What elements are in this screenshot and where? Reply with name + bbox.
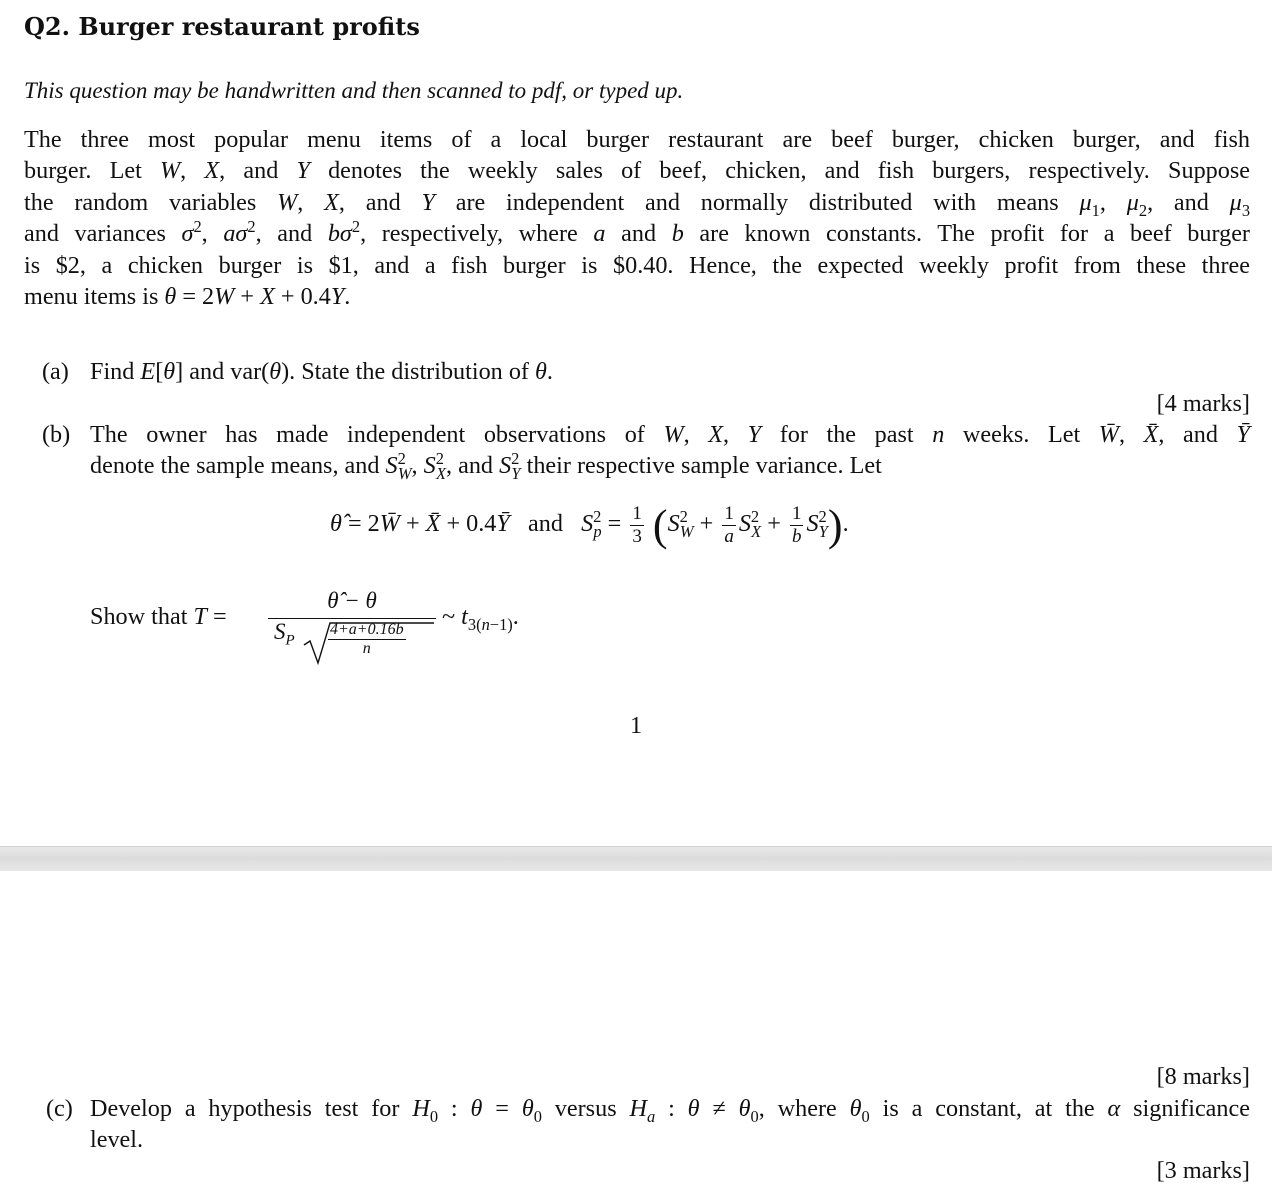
part-c-line-1: Develop a hypothesis test for $H_0$ : $\theta = \theta_0$ versus $H_a$ : $\theta \ne \theta_0$, where $\theta_0$ is a constant, at the α significance: [90, 1095, 1250, 1126]
part-b-marks: [8 marks]: [1156, 1063, 1250, 1090]
paragraph-line-4: and variances $\sigma^2$, $a\sigma^2$, and $b\sigma^2$, respectively, where a and b are known constants. The profit for a beef burger: [24, 217, 1250, 248]
paragraph-line-1: The three most popular menu items of a local burger restaurant are beef burger, chicken burger, and fish: [24, 126, 1250, 153]
part-b-label: (b): [42, 421, 71, 448]
part-c-line-2: level.: [90, 1126, 144, 1153]
problem-paragraph: [24, 124, 1250, 312]
part-c-marks: [3 marks]: [1156, 1157, 1250, 1184]
page-2: [0, 871, 1272, 1204]
part-b-line-2: denote the sample means, and $S^2_W$, $S^2_X$, and $S^2_Y$ their respective sample variance. Let: [90, 448, 882, 483]
part-b-line-1: The owner has made independent observations of W, X, Y for the past n weeks. Let W̄, X̄, and Ȳ: [90, 421, 1250, 448]
paragraph-line-3: the random variables W, X, and Y are independent and normally distributed with means $\mu_1$, $\mu_2$, and $\mu_3$: [24, 188, 1251, 220]
paragraph-line-6: menu items is θ = 2W + X + 0.4Y.: [24, 283, 351, 311]
page-number: 1: [630, 712, 643, 739]
paragraph-line-2: burger. Let W, X, and Y denotes the weekly sales of beef, chicken, and fish burgers, respectively. Suppose: [24, 157, 1250, 185]
paragraph-line-5: is $2, a chicken burger is $1, and a fish burger is $0.40. Hence, the expected weekly profit from these three: [24, 251, 1250, 279]
part-a-label: (a): [42, 358, 69, 385]
instruction-note: This question may be handwritten and then scanned to pdf, or typed up.: [24, 78, 684, 103]
t-distribution: ~ $t_{3(n-1)}$.: [442, 603, 519, 634]
estimator-equation: θ̂ = 2W̄ + X̄ + 0.4Ȳ and $S^2_p$ = $\frac{1}{3}$ ($S^2_W$ + $\frac{1}{a}$ $S^2_X$ + $\frac{1}{b}$ $S^2_Y$).: [330, 501, 849, 550]
page-separator: [0, 846, 1272, 872]
part-a-text: Find E[θ] and var(θ). State the distribution of θ.: [90, 358, 553, 385]
show-that-text: Show that T =: [90, 603, 227, 630]
part-a-marks: [4 marks]: [1156, 390, 1250, 417]
part-c-label: (c): [46, 1095, 73, 1122]
t-statistic-fraction: θ̂ − θ $S_P$ $\frac{4+a+0.16b}{n}$: [268, 586, 436, 667]
question-title: Q2. Burger restaurant profits: [24, 12, 420, 41]
